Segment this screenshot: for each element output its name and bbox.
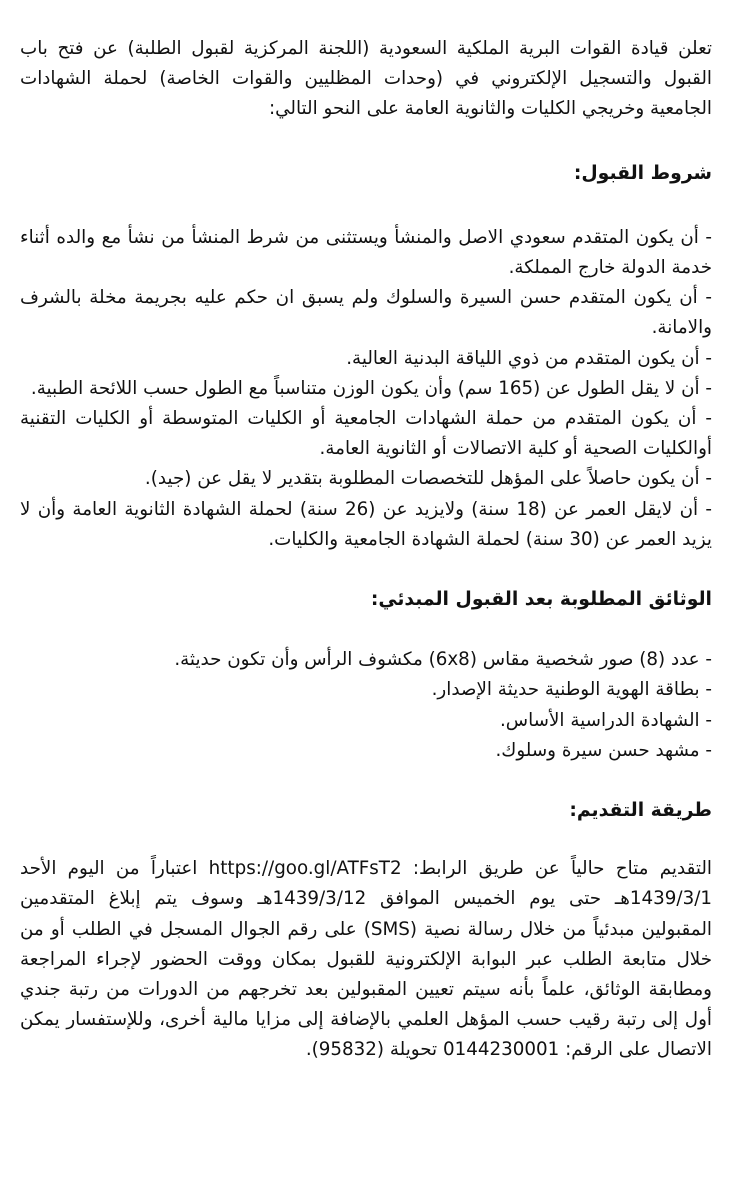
spacer <box>20 615 712 645</box>
intro-paragraph: تعلن قيادة القوات البرية الملكية السعودية (اللجنة المركزية لقبول الطلبة) عن فتح باب القبول والتسجيل الإلكتروني في (وحدات المظليين والقوات الخاصة) لحملة الشهادات الجامعية وخريجي الكليات والثانوية العامة على النحو التالي: <box>20 38 712 120</box>
application-heading: طريقة التقديم: <box>569 800 712 822</box>
condition-item: - أن يكون المتقدم حسن السيرة والسلوك ولم يسبق ان حكم عليه بجريمة مخلة بالشرف والامانة. <box>20 287 712 339</box>
conditions-list <box>20 223 712 555</box>
condition-item: - أن يكون المتقدم من حملة الشهادات الجامعية أو الكليات المتوسطة أو الكليات التقنية أوالكليات الصحية أو كلية الاتصالات أو الثانوية العامة. <box>20 408 712 460</box>
condition-item: - أن لايقل العمر عن (18 سنة) ولايزيد عن (26 سنة) لحملة الشهادة الثانوية العامة وأن لا يزيد العمر عن (30 سنة) لحملة الشهادة الجامعية والكليات. <box>20 498 713 550</box>
spacer <box>20 125 712 159</box>
spacer <box>20 555 712 585</box>
application-text-start: التقديم متاح حالياً عن طريق الرابط: <box>401 858 712 880</box>
condition-item: - أن يكون المتقدم سعودي الاصل والمنشأ ويستثنى من شرط المنشأ من نشأ مع والده أثناء خدمة الدولة خارج المملكة. <box>20 226 712 279</box>
condition-item: - أن لا يقل الطول عن (165 سم) وأن يكون الوزن متناسباً مع الطول حسب اللائحة الطبية. <box>30 377 712 399</box>
document-item: - الشهادة الدراسية الأساس. <box>499 709 712 731</box>
document-item: - مشهد حسن سيرة وسلوك. <box>495 739 712 761</box>
document-item: - عدد (8) صور شخصية مقاس (6x8) مكشوف الرأس وأن تكون حديثة. <box>174 649 712 671</box>
application-link[interactable]: https://goo.gl/ATFsT2 <box>208 858 402 880</box>
spacer <box>20 826 712 854</box>
documents-heading: الوثائق المطلوبة بعد القبول المبدئي: <box>370 589 712 611</box>
spacer <box>20 766 712 796</box>
application-paragraph <box>20 854 712 1065</box>
application-text-end: اعتباراً من اليوم الأحد 1439/3/1هـ حتى يوم الخميس الموافق 1439/3/12هـ وسوف يتم إبلاغ المتقدمين المقبولين مبدئياً من خلال رسالة نصية (SMS) على رقم الجوال المسجل في الطلب أو من خلال متابعة الطلب عبر البوابة الإلكترونية للقبول بمكان ووقت الحضور لإجراء المراجعة ومطابقة الوثائق، علماً بأنه سيتم تعيين المقبولين بعد تخرجهم من الدورات من رتبة جندي أول إلى رتبة رقيب حسب المؤهل العلمي بالإضافة إلى مزايا مالية أخرى، وللإستفسار يمكن الاتصال على الرقم: 0144230001 تحويلة (95832). <box>20 858 713 1061</box>
document-item: - بطاقة الهوية الوطنية حديثة الإصدار. <box>431 679 712 701</box>
documents-list <box>20 645 712 766</box>
condition-item: - أن يكون المتقدم من ذوي اللياقة البدنية العالية. <box>346 347 712 369</box>
condition-item: - أن يكون حاصلاً على المؤهل للتخصصات المطلوبة بتقدير لا يقل عن (جيد). <box>144 468 712 490</box>
spacer <box>20 189 712 223</box>
conditions-heading: شروط القبول: <box>573 162 712 184</box>
